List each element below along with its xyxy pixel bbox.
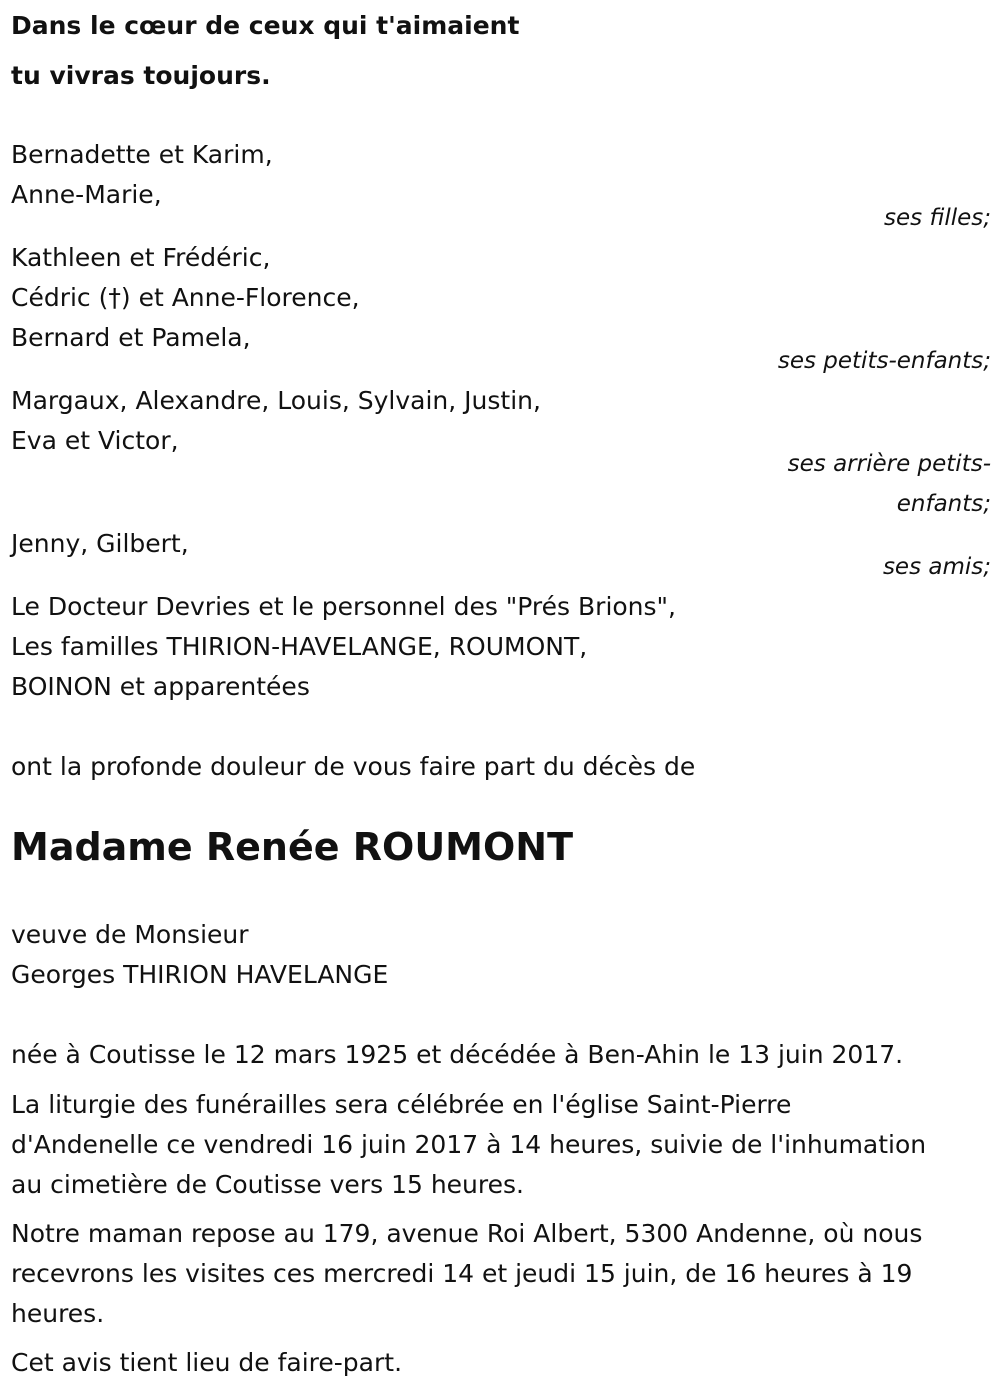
role-daughters: ses filles;: [884, 205, 991, 231]
visitation-line: recevrons les visites ces mercredi 14 et jeudi 15 juin, de 16 heures à 19: [11, 1259, 913, 1288]
role-great-grandchildren: [11, 444, 991, 524]
epigraph-line-1: Dans le cœur de ceux qui t'aimaient: [11, 11, 520, 40]
family-line: Le Docteur Devries et le personnel des "Prés Brions",: [11, 592, 677, 621]
role-line: ses arrière petits-: [787, 451, 991, 477]
family-line: Bernard et Pamela,: [11, 323, 251, 352]
family-line: Anne-Marie,: [11, 180, 162, 209]
family-line: Les familles THIRION-HAVELANGE, ROUMONT,: [11, 632, 588, 661]
role-grandchildren: ses petits-enfants;: [777, 348, 991, 374]
grandchildren-names: [11, 238, 991, 358]
family-line: Jenny, Gilbert,: [11, 529, 189, 558]
closing-note: Cet avis tient lieu de faire-part.: [11, 1348, 403, 1377]
others-names: [11, 587, 991, 707]
announcement: ont la profonde douleur de vous faire part du décès de: [11, 752, 696, 781]
family-line: Bernadette et Karim,: [11, 140, 273, 169]
funeral-line: La liturgie des funérailles sera célébrée en l'église Saint-Pierre: [11, 1090, 792, 1119]
visitation-info: [11, 1214, 991, 1334]
widow-line-1: veuve de Monsieur: [11, 920, 249, 949]
visitation-line: Notre maman repose au 179, avenue Roi Albert, 5300 Andenne, où nous: [11, 1219, 923, 1248]
visitation-line: heures.: [11, 1299, 105, 1328]
family-line: Kathleen et Frédéric,: [11, 243, 271, 272]
role-line: enfants;: [896, 491, 991, 517]
deceased-name: Madame Renée ROUMONT: [11, 825, 574, 869]
widow-of: [11, 915, 991, 995]
epigraph-line-2: tu vivras toujours.: [11, 61, 271, 90]
funeral-line: d'Andenelle ce vendredi 16 juin 2017 à 14 heures, suivie de l'inhumation: [11, 1130, 927, 1159]
funeral-info: [11, 1085, 991, 1205]
epigraph: [11, 1, 991, 101]
family-line: Margaux, Alexandre, Louis, Sylvain, Justin,: [11, 386, 541, 415]
birth-death: née à Coutisse le 12 mars 1925 et décédée à Ben-Ahin le 13 juin 2017.: [11, 1040, 904, 1069]
role-friends: ses amis;: [882, 554, 991, 580]
family-line: Cédric (†) et Anne-Florence,: [11, 283, 360, 312]
family-line: Eva et Victor,: [11, 426, 179, 455]
funeral-line: au cimetière de Coutisse vers 15 heures.: [11, 1170, 524, 1199]
widow-line-2: Georges THIRION HAVELANGE: [11, 960, 389, 989]
family-line: BOINON et apparentées: [11, 672, 310, 701]
